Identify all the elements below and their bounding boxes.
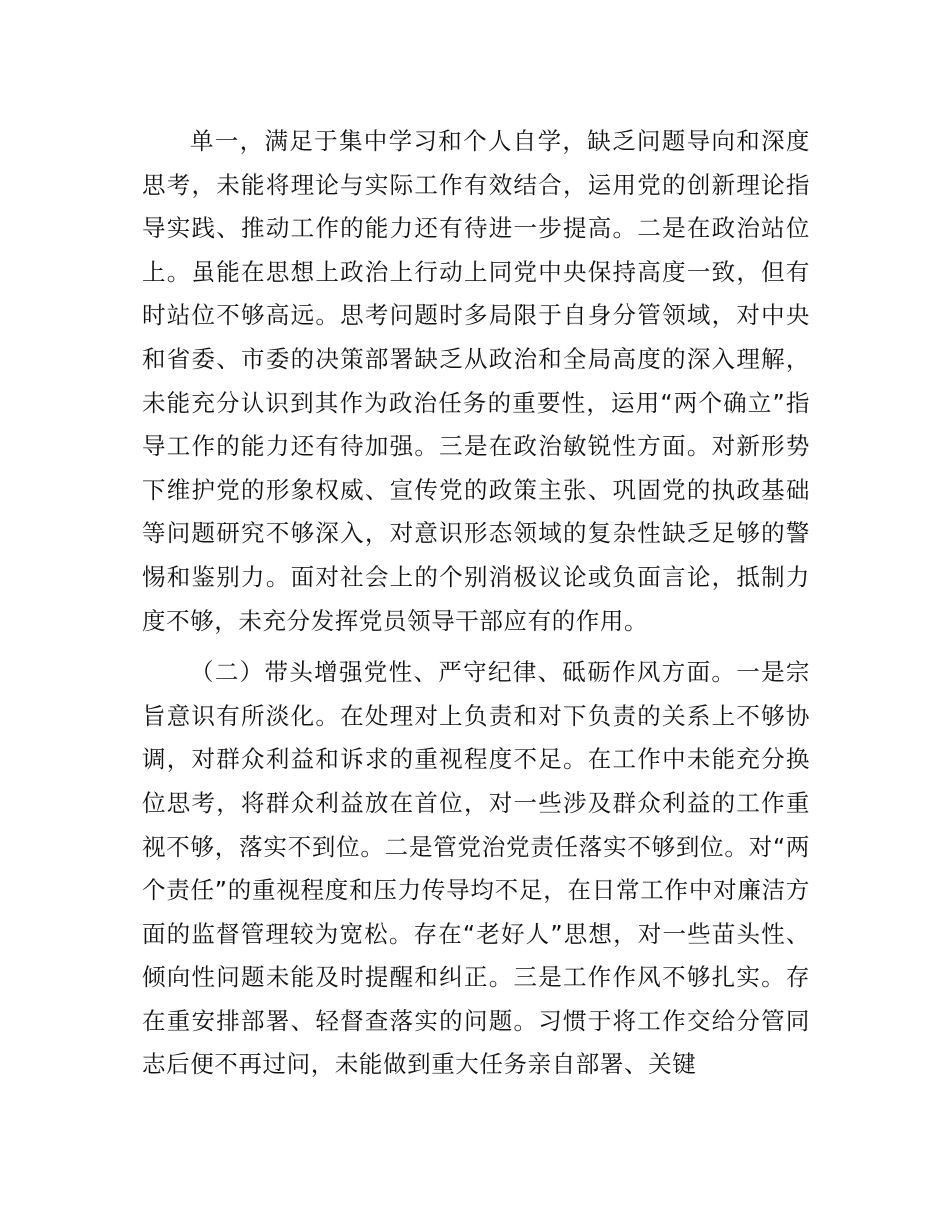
document-body: [142, 120, 810, 1087]
paragraph-political-study: 单一，满足于集中学习和个人自学，缺乏问题导向和深度思考，未能将理论与实际工作有效结合，运用党的创新理论指导实践、推动工作的能力还有待进一步提高。二是在政治站位上。虽能在思想上政治上行动上同党中央保持高度一致，但有时站位不够高远。思考问题时多局限于自身分管领域，对中央和省委、市委的决策部署缺乏从政治和全局高度的深入理解，未能充分认识到其作为政治任务的重要性，运用“两个确立”指导工作的能力还有待加强。三是在政治敏锐性方面。对新形势下维护党的形象权威、宣传党的政策主张、巩固党的执政基础等问题研究不够深入，对意识形态领域的复杂性缺乏足够的警惕和鉴别力。面对社会上的个别消极议论或负面言论，抵制力度不够，未充分发挥党员领导干部应有的作用。: [142, 127, 810, 635]
paragraph-party-discipline: （二）带头增强党性、严守纪律、砥砺作风方面。一是宗旨意识有所淡化。在处理对上负责和对下负责的关系上不够协调，对群众利益和诉求的重视程度不足。在工作中未能充分换位思考，将群众利益放在首位，对一些涉及群众利益的工作重视不够，落实不到位。二是管党治党责任落实不够到位。对“两个责任”的重视程度和压力传导均不足，在日常工作中对廉洁方面的监督管理较为宽松。存在“老好人”思想，对一些苗头性、倾向性问题未能及时提醒和纠正。三是工作作风不够扎实。存在重安排部署、轻督查落实的问题。习惯于将工作交给分管同志后便不再过问，未能做到重大任务亲自部署、关键: [142, 658, 810, 1079]
